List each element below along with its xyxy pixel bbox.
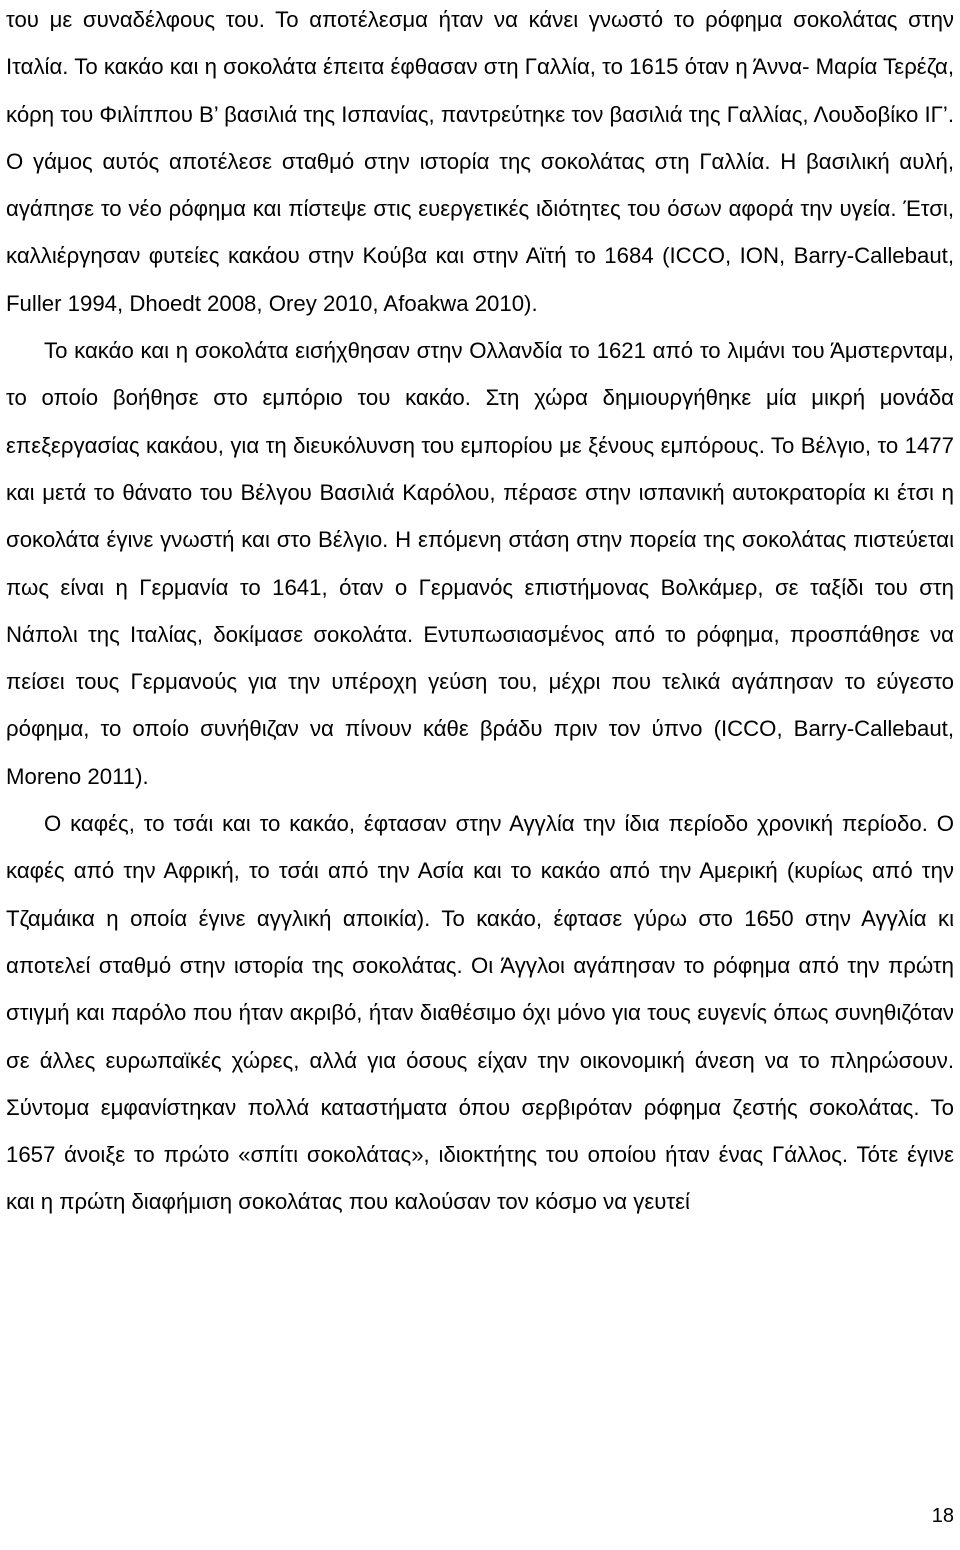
paragraph-2: Το κακάο και η σοκολάτα εισήχθησαν στην Ολλανδία το 1621 από το λιμάνι του Άμστερνταμ, το οποίο βοήθησε στο εμπόριο του κακάο. Στη χώρα δημιουργήθηκε μία μικρή μονάδα επεξεργασίας κακάου, για τη διευκόλυνση του εμπορίου με ξένους εμπόρους. Το Βέλγιο, το 1477 και μετά το θάνατο του Βέλγου Βασιλιά Καρόλου, πέρασε στην ισπανική αυτοκρατορία κι έτσι η σοκολάτα έγινε γνωστή και στο Βέλγιο. Η επόμενη στάση στην πορεία της σοκολάτας πιστεύεται πως είναι η Γερμανία το 1641, όταν ο Γερμανός επιστήμονας Βολκάμερ, σε ταξίδι του στη Νάπολι της Ιταλίας, δοκίμασε σοκολάτα. Εντυπωσιασμένος από το ρόφημα, προσπάθησε να πείσει τους Γερμανούς για την υπέροχη γεύση του, μέχρι που τελικά αγάπησαν το εύγεστο ρόφημα, το οποίο συνήθιζαν να πίνουν κάθε βράδυ πριν τον ύπνο (ICCO, Barry-Callebaut, Moreno 2011). <box>6 338 954 789</box>
paragraph-3: Ο καφές, το τσάι και το κακάο, έφτασαν στην Αγγλία την ίδια περίοδο χρονική περίοδο. Ο καφές από την Αφρική, το τσάι από την Ασία και το κακάο από την Αμερική (κυρίως από την Τζαμάικα η οποία έγινε αγγλική αποικία). Το κακάο, έφτασε γύρω στο 1650 στην Αγγλία κι αποτελεί σταθμό στην ιστορία της σοκολάτας. Οι Άγγλοι αγάπησαν το ρόφημα από την πρώτη στιγμή και παρόλο που ήταν ακριβό, ήταν διαθέσιμο όχι μόνο για τους ευγενίς όπως συνηθιζόταν σε άλλες ευρωπαϊκές χώρες, αλλά για όσους είχαν την οικονομική άνεση να το πληρώσουν. Σύντομα εμφανίστηκαν πολλά καταστήματα όπου σερβιρόταν ρόφημα ζεστής σοκολάτας. Το 1657 άνοιξε το πρώτο «σπίτι σοκολάτας», ιδιοκτήτης του οποίου ήταν ένας Γάλλος. Τότε έγινε και η πρώτη διαφήμιση σοκολάτας που καλούσαν τον κόσμο να γευτεί <box>6 811 954 1215</box>
paragraph-1: του με συναδέλφους του. Το αποτέλεσμα ήταν να κάνει γνωστό το ρόφημα σοκολάτας στην Ιταλία. Το κακάο και η σοκολάτα έπειτα έφθασαν στη Γαλλία, το 1615 όταν η Άννα- Μαρία Τερέζα, κόρη του Φιλίππου Β’ βασιλιά της Ισπανίας, παντρεύτηκε τον βασιλιά της Γαλλίας, Λουδοβίκο ΙΓ’. Ο γάμος αυτός αποτέλεσε σταθμό στην ιστορία της σοκολάτας στη Γαλλία. Η βασιλική αυλή, αγάπησε το νέο ρόφημα και πίστεψε στις ευεργετικές ιδιότητες του όσων αφορά την υγεία. Έτσι, καλλιέργησαν φυτείες κακάου στην Κούβα και στην Αϊτή το 1684 (ICCO, ION, Barry-Callebaut, Fuller 1994, Dhoedt 2008, Orey 2010, Afoakwa 2010). <box>6 7 954 316</box>
page-number: 18 <box>931 1505 954 1527</box>
document-page <box>6 0 954 1226</box>
